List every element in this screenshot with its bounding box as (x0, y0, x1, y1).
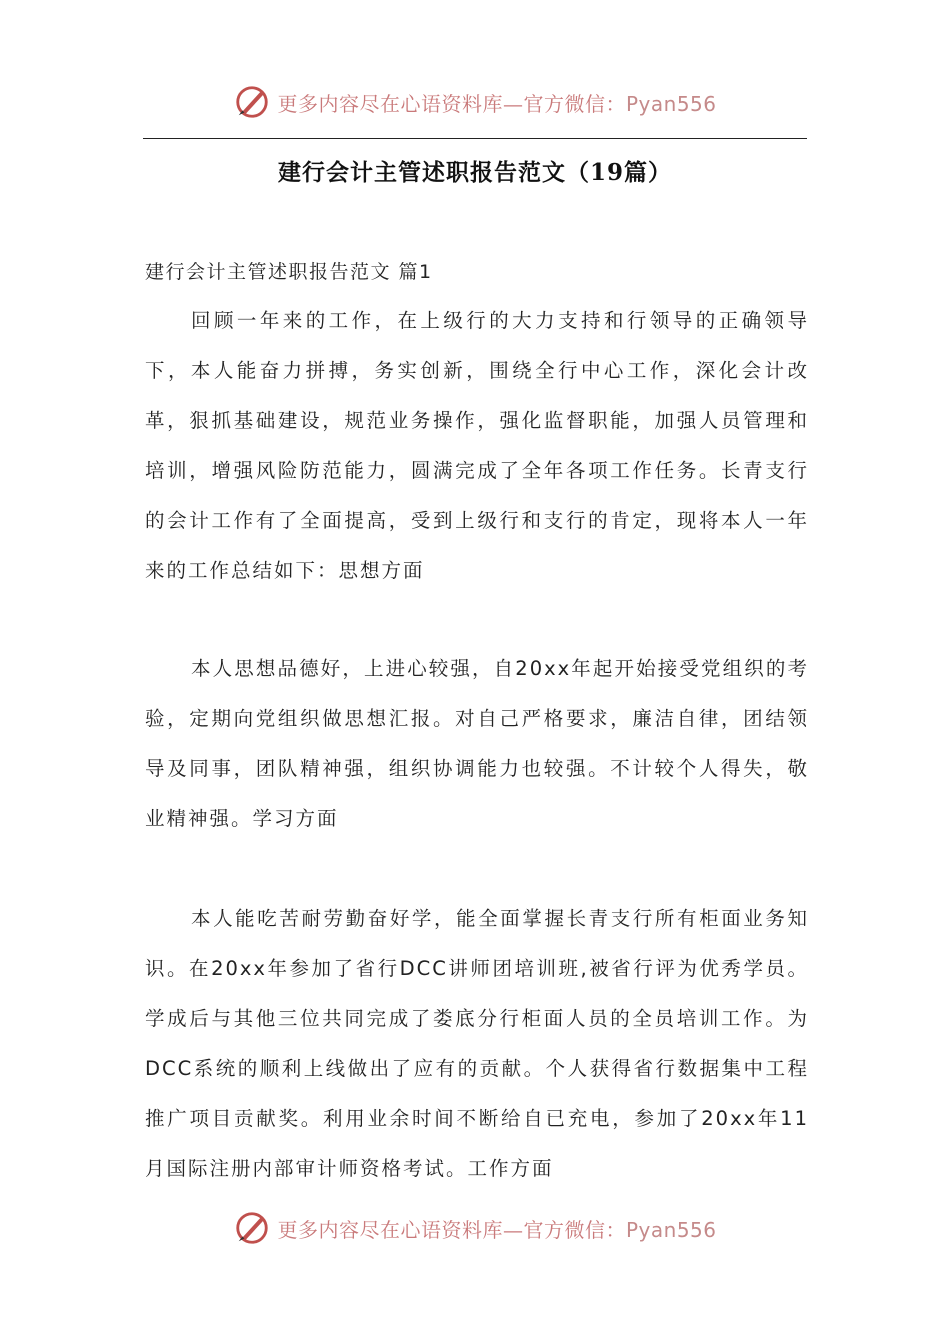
document-title: 建行会计主管述职报告范文（19篇） (277, 159, 672, 186)
watermark-banner-bottom (0, 1208, 950, 1248)
watermark-text: 更多内容尽在心语资料库—官方微信：Pyan556 (277, 1217, 717, 1242)
section-heading: 建行会计主管述职报告范文 篇1 (145, 261, 433, 283)
quill-pen-circle-icon (233, 1209, 271, 1247)
wechat-id: Pyan556 (625, 91, 717, 116)
wechat-id: Pyan556 (625, 1217, 717, 1242)
quill-pen-circle-icon (233, 83, 271, 121)
paragraph: 本人思想品德好，上进心较强，自20xx年起开始接受党组织的考验，定期向党组织做思想汇报。对自己严格要求，廉洁自律，团结领导及同事，团队精神强，组织协调能力也较强。不计较个人得失，敬业精神强。学习方面 (145, 657, 809, 830)
paragraph: 回顾一年来的工作，在上级行的大力支持和行领导的正确领导下，本人能奋力拼搏，务实创新，围绕全行中心工作，深化会计改革，狠抓基础建设，规范业务操作，强化监督职能，加强人员管理和培训，增强风险防范能力，圆满完成了全年各项工作任务。长青支行的会计工作有了全面提高，受到上级行和支行的肯定，现将本人一年来的工作总结如下：思想方面 (145, 309, 809, 582)
watermark-banner-top (0, 82, 950, 122)
header-divider (143, 138, 807, 139)
paragraph: 本人能吃苦耐劳勤奋好学，能全面掌握长青支行所有柜面业务知识。在20xx年参加了省行DCC讲师团培训班,被省行评为优秀学员。学成后与其他三位共同完成了娄底分行柜面人员的全员培训工作。为DCC系统的顺利上线做出了应有的贡献。个人获得省行数据集中工程推广项目贡献奖。利用业余时间不断给自已充电，参加了20xx年11月国际注册内部审计师资格考试。工作方面 (145, 907, 809, 1180)
watermark-text: 更多内容尽在心语资料库—官方微信：Pyan556 (277, 91, 717, 116)
